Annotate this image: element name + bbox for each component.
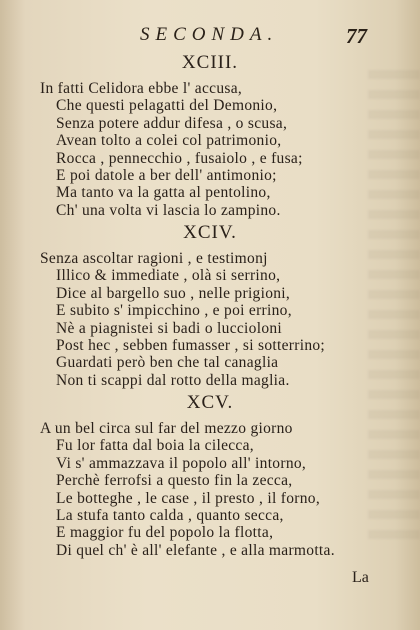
verse-line: E maggior fu del popolo la flotta, <box>56 524 274 542</box>
stanza-94 <box>0 222 420 389</box>
verse-line: Ch' una volta vi lascia lo zampino. <box>56 201 281 219</box>
verse-line: Illico & immediate , olà si serrino, <box>56 267 281 285</box>
verse-line: Perchè ferrofsi a questo fin la zecca, <box>56 472 293 490</box>
stanza-95 <box>0 392 420 559</box>
verse-line: La stufa tanto calda , quanto secca, <box>56 506 284 524</box>
stanza-93 <box>0 52 420 219</box>
stanza-number: XCV. <box>186 392 234 413</box>
verse-line: Guardati però ben che tal canaglia <box>56 354 279 372</box>
verse-line: Ma tanto va la gatta al pentolino, <box>56 184 271 202</box>
verse-line: Avean tolto a colei col patrimonio, <box>56 132 282 150</box>
running-head: SECONDA. <box>140 24 279 45</box>
verse-line: Senza potere addur difesa , o scusa, <box>56 114 288 132</box>
catchword: La <box>352 569 369 586</box>
verse-line: Dice al bargello suo , nelle prigioni, <box>56 284 291 302</box>
verse-line: In fatti Celidora ebbe l' accusa, <box>40 80 243 97</box>
stanza-number: XCIII. <box>181 52 239 73</box>
page-number: 77 <box>346 24 367 48</box>
verse-line: Vi s' ammazzava il popolo all' intorno, <box>56 454 307 472</box>
verse-line: Di quel ch' è all' elefante , e alla marmotta. <box>56 541 335 559</box>
verse-line: Post hec , sebben fumasser , si sotterrino; <box>56 336 326 354</box>
verse-line: Non ti scappi dal rotto della maglia. <box>56 371 290 389</box>
verse-line: Senza ascoltar ragioni , e testimonj <box>40 250 268 267</box>
verse-line: E poi datole a ber dell' antimonio; <box>56 166 277 184</box>
verse-line: Rocca , pennecchio , fusaiolo , e fusa; <box>56 149 303 167</box>
verse-line: Le botteghe , le case , il presto , il forno, <box>56 489 321 507</box>
page-header <box>0 22 420 48</box>
verse-line: E subito s' impicchino , e poi errino, <box>56 302 292 320</box>
verse-line: Fu lor fatta dal boia la cilecca, <box>56 437 254 455</box>
verse-line: Nè a piagnistei si badi o luccioloni <box>56 319 283 337</box>
stanza-number: XCIV. <box>183 222 237 243</box>
verse-line: Che questi pelagatti del Demonio, <box>56 97 278 115</box>
verse-line: A un bel circa sul far del mezzo giorno <box>40 420 293 437</box>
